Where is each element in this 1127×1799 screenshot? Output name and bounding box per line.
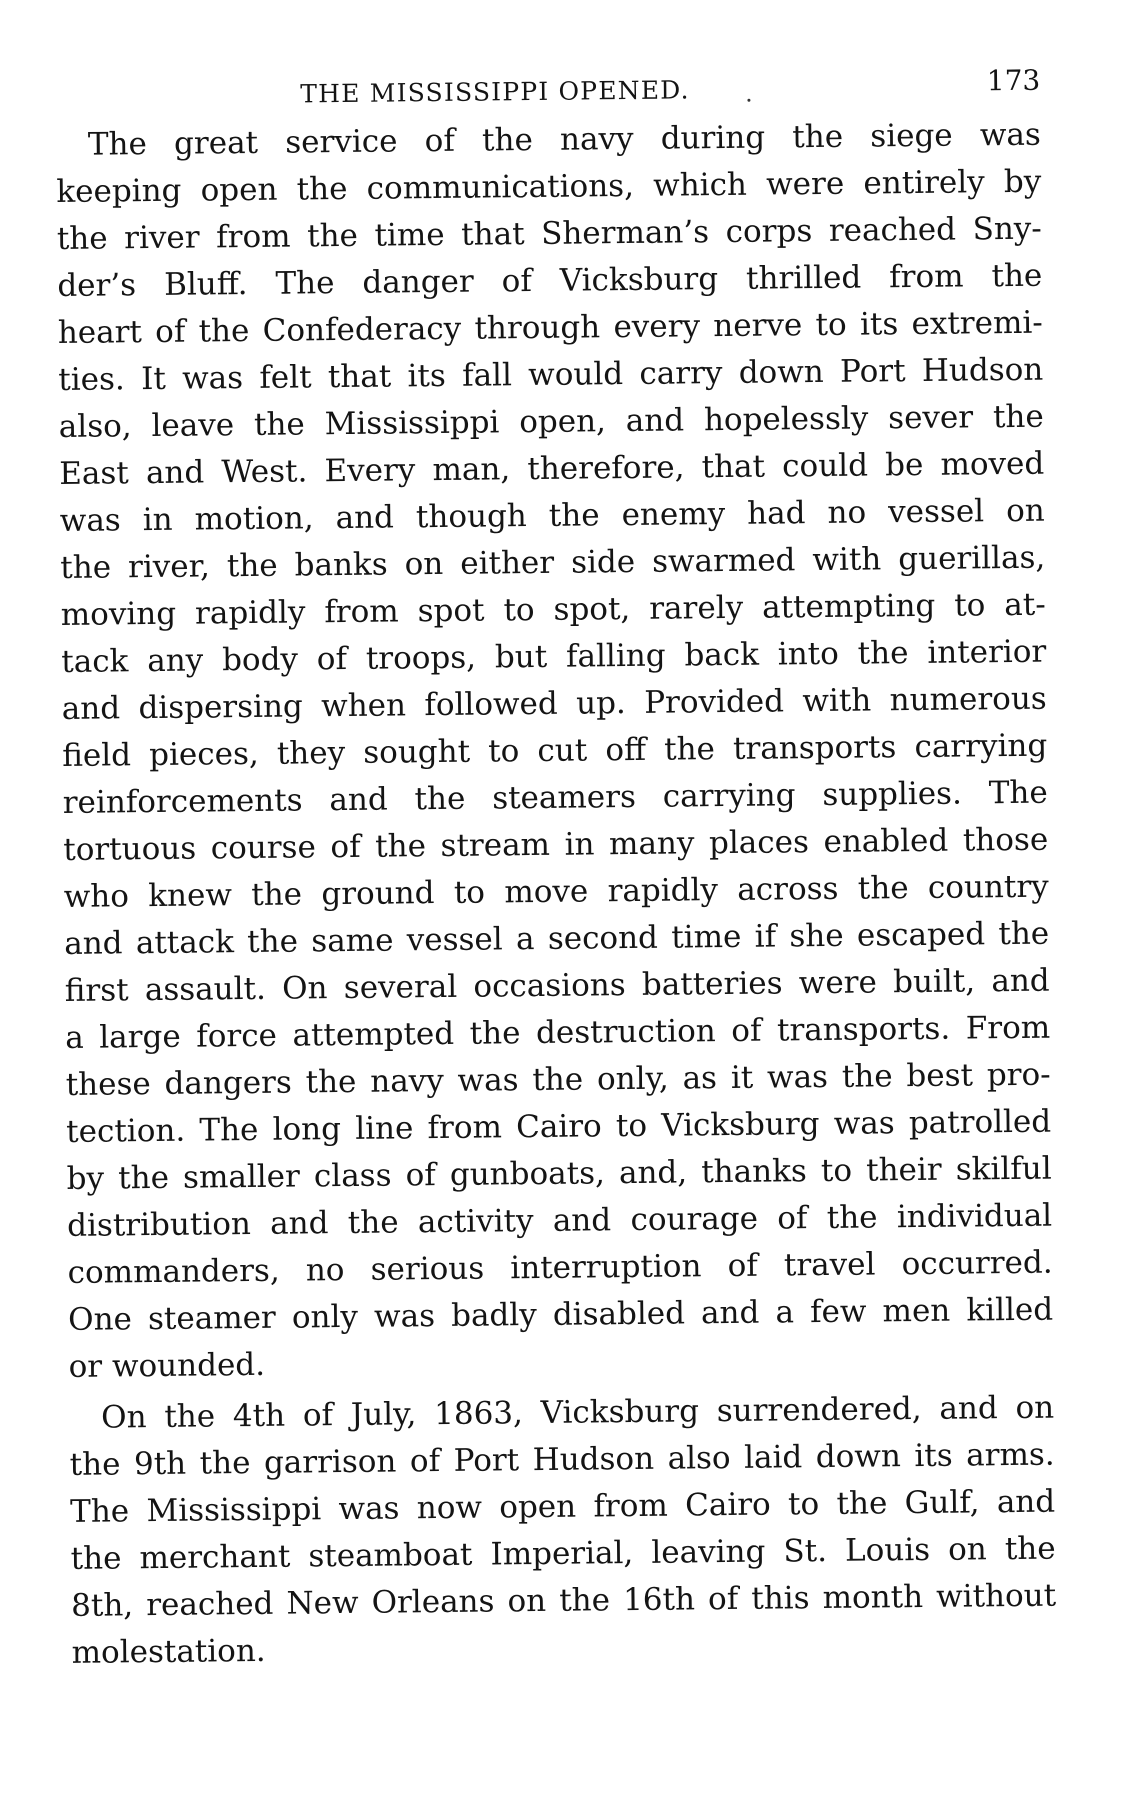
text-line: der’s Bluff. The danger of Vicksburg thrilled from the	[57, 257, 1043, 304]
text-line: commanders, no serious interruption of travel occurred.	[67, 1244, 1053, 1291]
paragraph	[56, 112, 1054, 1391]
text-line: ties. It was felt that its fall would carry down Port Hudson	[58, 351, 1044, 398]
text-line: who knew the ground to move rapidly across the country	[63, 868, 1049, 915]
text-line: distribution and the activity and courage of the individual	[67, 1197, 1053, 1244]
body-text	[56, 112, 1057, 1677]
text-line: the river, the banks on either side swarmed with guerillas,	[60, 539, 1046, 586]
text-line: also, leave the Mississippi open, and hopelessly sever the	[58, 398, 1044, 445]
paragraph	[69, 1385, 1057, 1677]
page-content	[55, 52, 1057, 1677]
text-line: was in motion, and though the enemy had no vessel on	[59, 492, 1045, 539]
text-line: tection. The long line from Cairo to Vicksburg was patrolled	[66, 1103, 1052, 1150]
text-line: The Mississippi was now open from Cairo to the Gulf, and	[69, 1483, 1056, 1530]
text-line: the river from the time that Sherman’s corps reached Sny-	[56, 210, 1042, 257]
text-line: and dispersing when followed up. Provided with numerous	[61, 680, 1047, 727]
text-line: these dangers the navy was the only, as it was the best pro-	[65, 1056, 1051, 1103]
text-line: the merchant steamboat Imperial, leaving St. Louis on the	[70, 1530, 1056, 1577]
text-line: a large force attempted the destruction of transports. From	[65, 1009, 1051, 1056]
running-title: THE MISSISSIPPI OPENED.	[300, 75, 690, 109]
stray-mark	[747, 99, 750, 102]
text-line: by the smaller class of gunboats, and, thanks to their skilful	[66, 1150, 1052, 1197]
text-line: One steamer only was badly disabled and a few men killed	[67, 1291, 1054, 1338]
text-line: or wounded.	[68, 1346, 266, 1385]
text-line: molestation.	[71, 1632, 266, 1671]
text-line: and attack the same vessel a second time if she escaped the	[64, 915, 1050, 962]
text-line: heart of the Confederacy through every nerve to its extremi-	[57, 304, 1043, 351]
text-line: tortuous course of the stream in many places enabled those	[63, 821, 1049, 868]
text-line: The great service of the navy during the siege was	[87, 116, 1042, 163]
text-line: 8th, reached New Orleans on the 16th of this month without	[70, 1577, 1057, 1624]
text-line: reinforcements and the steamers carrying supplies. The	[62, 774, 1048, 821]
text-line: East and West. Every man, therefore, that could be moved	[59, 445, 1045, 492]
text-line: the 9th the garrison of Port Hudson also laid down its arms.	[69, 1436, 1055, 1483]
text-line: first assault. On several occasions batteries were built, and	[64, 962, 1050, 1009]
page-number: 173	[986, 63, 1041, 98]
text-line: keeping open the communications, which were entirely by	[56, 163, 1042, 210]
text-line: field pieces, they sought to cut off the transports carrying	[62, 727, 1048, 774]
page-header	[55, 52, 1041, 122]
text-line: moving rapidly from spot to spot, rarely attempting to at-	[60, 586, 1046, 633]
text-line: On the 4th of July, 1863, Vicksburg surrendered, and on	[101, 1389, 1055, 1436]
text-line: tack any body of troops, but falling back into the interior	[61, 633, 1047, 680]
